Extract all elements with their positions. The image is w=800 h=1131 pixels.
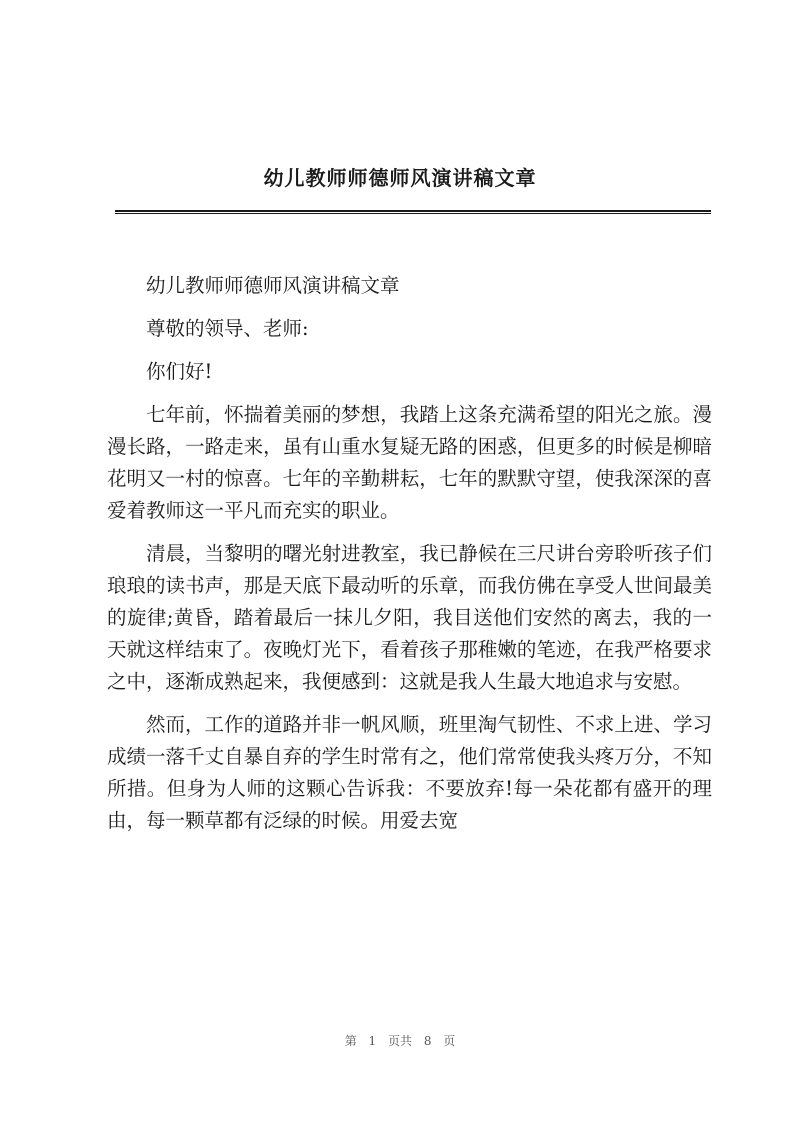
document-body	[107, 270, 712, 848]
document-title: 幼儿教师师德师风演讲稿文章	[263, 166, 537, 190]
body-paragraph: 清晨，当黎明的曙光射进教室，我已静候在三尺讲台旁聆听孩子们琅琅的读书声，那是天底下最动听的乐章，而我仿佛在享受人世间最美的旋律;黄昏，踏着最后一抹儿夕阳，我目送他们安然的离去，我的一天就这样结束了。夜晚灯光下，看着孩子那稚嫩的笔迹，在我严格要求之中，逐渐成熟起来，我便感到：这就是我人生最大地追求与安慰。	[107, 542, 712, 693]
body-paragraph: 七年前，怀揣着美丽的梦想，我踏上这条充满希望的阳光之旅。漫漫长路，一路走来，虽有山重水复疑无路的困惑，但更多的时候是柳暗花明又一村的惊喜。七年的辛勤耕耘，七年的默默守望，使我深深的喜爱着教师这一平凡而充实的职业。	[107, 403, 712, 522]
body-paragraph: 然而，工作的道路并非一帆风顺，班里淘气韧性、不求上进、学习成绩一落千丈自暴自弃的学生时常有之，他们常常使我头疼万分，不知所措。但身为人师的这颗心告诉我：不要放弃!每一朵花都有盛开的理由，每一颗草都有泛绿的时候。用爱去宽	[107, 713, 712, 832]
title-divider	[115, 210, 711, 214]
greeting-paragraph: 你们好!	[146, 360, 213, 383]
page-number-footer: 第 1 页共 8 页	[344, 1034, 456, 1048]
salutation-paragraph: 尊敬的领导、老师:	[146, 317, 309, 340]
body-heading-paragraph: 幼儿教师师德师风演讲稿文章	[146, 274, 400, 297]
